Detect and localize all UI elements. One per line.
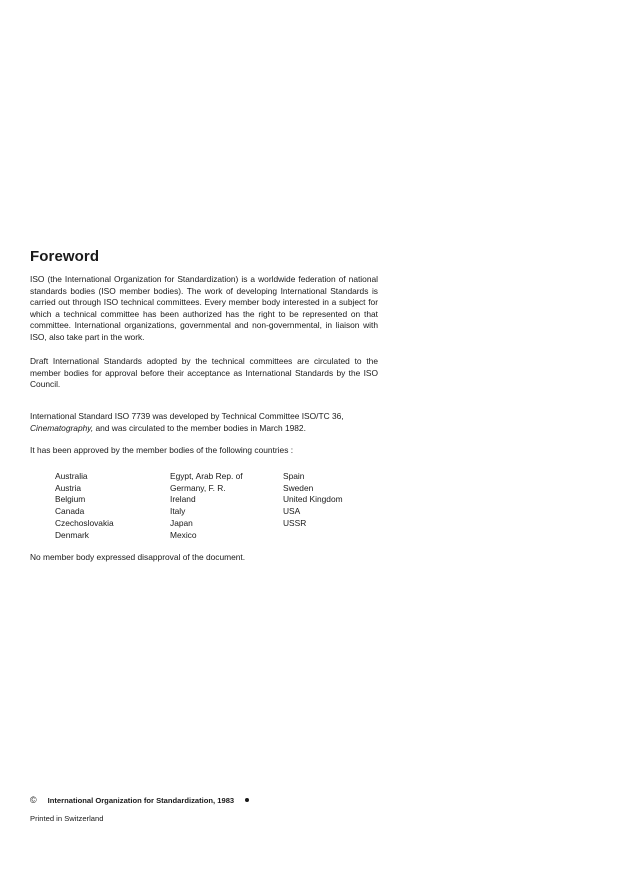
country-item: Mexico: [170, 529, 197, 540]
printed-in-text: Printed in Switzerland: [30, 814, 104, 823]
country-item: United Kingdom: [283, 494, 343, 505]
approval-paragraph: It has been approved by the member bodies of the following countries :: [30, 445, 294, 455]
country-item: Ireland: [170, 494, 196, 505]
country-item: Spain: [283, 471, 305, 481]
development-paragraph: [30, 411, 378, 434]
country-item: Canada: [55, 506, 85, 517]
country-column-2: [170, 471, 243, 541]
disapproval-paragraph: No member body expressed disapproval of the document.: [30, 552, 246, 562]
country-item: Austria: [55, 482, 82, 493]
page-title: Foreword: [30, 248, 100, 265]
country-item: Italy: [170, 506, 186, 517]
country-item: Denmark: [55, 529, 89, 540]
committee-name: Cinematography,: [30, 422, 94, 433]
intro-paragraph: ISO (the International Organization for Standardization) is a worldwide federation of national standards bodies (ISO member bodies). The work of developing International Standards is carried out through ISO technical committees. Every member body interested in a subject for which a technical committee has been authorized has the right to be represented on that committee. International organizations, governmental and non-governmental, in liaison with ISO, also take part in the work.: [30, 274, 378, 342]
country-column-1: [55, 471, 114, 541]
country-item: Australia: [55, 471, 88, 481]
country-column-3: [283, 471, 343, 530]
copyright-text: International Organization for Standardization, 1983: [47, 795, 235, 805]
country-item: USA: [283, 506, 301, 517]
draft-standards-paragraph: Draft International Standards adopted by the technical committees are circulated to the member bodies for approval before their acceptance as International Standards by the ISO Council.: [30, 356, 378, 390]
country-item: USSR: [283, 517, 307, 528]
country-item: Germany, F. R.: [170, 482, 226, 493]
country-item: Belgium: [55, 494, 86, 505]
country-item: Sweden: [283, 482, 314, 493]
copyright-line: [30, 795, 249, 805]
country-item: Czechoslovakia: [55, 517, 114, 528]
bullet-icon: [245, 798, 249, 802]
country-item: Egypt, Arab Rep. of: [170, 471, 243, 481]
copyright-symbol: ©: [30, 795, 37, 805]
country-item: Japan: [170, 517, 193, 528]
development-text: International Standard ISO 7739 was developed by Technical Committee ISO/TC 36,: [30, 411, 344, 421]
circulation-text: and was circulated to the member bodies in March 1982.: [93, 422, 306, 433]
